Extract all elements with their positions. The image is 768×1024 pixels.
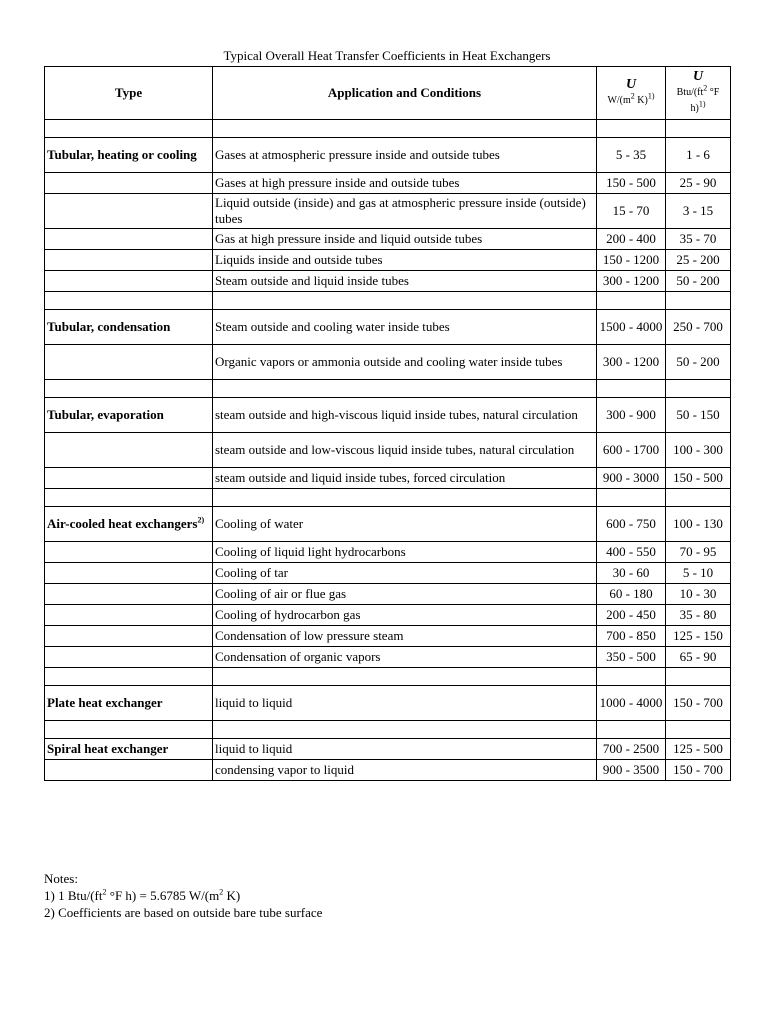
table-body [45,120,731,781]
cell-u-imperial: 35 - 70 [666,229,731,250]
table-row [45,686,731,721]
spacer-cell [597,721,666,739]
cell-type [45,563,213,584]
cell-type-text: Plate heat exchanger [47,695,163,710]
cell-u-imperial: 50 - 200 [666,271,731,292]
cell-u-si: 350 - 500 [597,647,666,668]
note-1-part-a: 1) 1 Btu/(ft [44,888,103,903]
cell-type [45,173,213,194]
table-row [45,173,731,194]
cell-type [45,647,213,668]
cell-u-imperial: 150 - 500 [666,468,731,489]
cell-type-text: Tubular, evaporation [47,407,164,422]
cell-u-imperial: 5 - 10 [666,563,731,584]
cell-type-footnote: 2) [197,515,205,525]
cell-application: Cooling of water [213,507,597,542]
spacer-cell [597,380,666,398]
header-u-si-sup1: 2 [630,91,635,101]
spacer-cell [45,120,213,138]
spacer-cell [45,292,213,310]
cell-u-imperial: 125 - 150 [666,626,731,647]
cell-u-imperial: 150 - 700 [666,686,731,721]
cell-u-imperial: 70 - 95 [666,542,731,563]
note-1 [44,887,322,904]
header-u-imp-sup1: 2 [703,83,708,93]
cell-application: steam outside and low-viscous liquid inside tubes, natural circulation [213,433,597,468]
spacer-cell [666,292,731,310]
cell-u-si: 150 - 1200 [597,250,666,271]
cell-u-imperial: 50 - 200 [666,345,731,380]
cell-application: Liquids inside and outside tubes [213,250,597,271]
table-row [45,605,731,626]
cell-u-imperial: 125 - 500 [666,739,731,760]
header-u-si [597,67,666,120]
spacer-cell [597,292,666,310]
cell-application: Cooling of tar [213,563,597,584]
spacer-cell [213,120,597,138]
header-type: Type [45,67,213,120]
cell-u-si: 400 - 550 [597,542,666,563]
table-row [45,250,731,271]
note-1-sup2: 2 [219,887,224,897]
cell-type [45,433,213,468]
spacer-cell [666,380,731,398]
header-u-imp-unit-a: Btu/(ft [676,87,704,98]
cell-u-si: 900 - 3500 [597,760,666,781]
header-u-imp-sup2: 1) [698,99,706,109]
spacer-cell [45,380,213,398]
table-row [45,468,731,489]
spacer-cell [666,721,731,739]
table-row [45,739,731,760]
spacer-cell [213,668,597,686]
spacer-cell [213,721,597,739]
cell-application: liquid to liquid [213,686,597,721]
cell-type [45,686,213,721]
table-row [45,647,731,668]
cell-type [45,605,213,626]
cell-u-si: 60 - 180 [597,584,666,605]
cell-u-imperial: 150 - 700 [666,760,731,781]
cell-u-si: 600 - 1700 [597,433,666,468]
cell-type [45,626,213,647]
cell-type [45,542,213,563]
spacer-cell [45,489,213,507]
cell-application: Cooling of hydrocarbon gas [213,605,597,626]
notes-section [44,870,322,921]
cell-application: steam outside and high-viscous liquid inside tubes, natural circulation [213,398,597,433]
cell-type [45,250,213,271]
note-1-part-b: °F h) = 5.6785 W/(m [106,888,220,903]
cell-application: Steam outside and cooling water inside tubes [213,310,597,345]
cell-u-imperial: 100 - 130 [666,507,731,542]
cell-type [45,468,213,489]
spacer-cell [45,668,213,686]
cell-type [45,760,213,781]
cell-u-si: 15 - 70 [597,194,666,229]
table-row [45,310,731,345]
spacer-cell [666,668,731,686]
spacer-cell [213,489,597,507]
cell-u-si: 600 - 750 [597,507,666,542]
cell-application: Organic vapors or ammonia outside and cooling water inside tubes [213,345,597,380]
spacer-row [45,292,731,310]
table-row [45,398,731,433]
cell-u-si: 300 - 900 [597,398,666,433]
table-row [45,584,731,605]
note-1-sup1: 2 [102,887,107,897]
cell-application: liquid to liquid [213,739,597,760]
cell-type [45,584,213,605]
table-row [45,345,731,380]
cell-u-si: 900 - 3000 [597,468,666,489]
table-row [45,138,731,173]
table-header-row [45,67,731,120]
cell-application: Gases at high pressure inside and outside tubes [213,173,597,194]
spacer-cell [213,292,597,310]
cell-application: steam outside and liquid inside tubes, forced circulation [213,468,597,489]
spacer-row [45,721,731,739]
header-u-si-letter: U [625,77,637,92]
cell-application: Condensation of low pressure steam [213,626,597,647]
document-title: Typical Overall Heat Transfer Coefficients in Heat Exchangers [223,48,551,63]
cell-type [45,507,213,542]
note-2: 2) Coefficients are based on outside bare tube surface [44,905,323,920]
notes-heading: Notes: [44,871,78,886]
spacer-cell [597,489,666,507]
header-application: Application and Conditions [213,67,597,120]
cell-type [45,229,213,250]
cell-type [45,138,213,173]
header-u-si-mid: K) [634,95,648,106]
cell-u-si: 1000 - 4000 [597,686,666,721]
table-row [45,563,731,584]
cell-application: condensing vapor to liquid [213,760,597,781]
cell-u-si: 200 - 450 [597,605,666,626]
cell-u-imperial: 3 - 15 [666,194,731,229]
cell-type [45,345,213,380]
cell-application: Steam outside and liquid inside tubes [213,271,597,292]
table-row [45,507,731,542]
cell-u-imperial: 1 - 6 [666,138,731,173]
table-row [45,542,731,563]
cell-u-si: 30 - 60 [597,563,666,584]
cell-application: Cooling of liquid light hydrocarbons [213,542,597,563]
cell-u-imperial: 35 - 80 [666,605,731,626]
cell-type [45,271,213,292]
table-row [45,626,731,647]
spacer-row [45,489,731,507]
cell-u-imperial: 10 - 30 [666,584,731,605]
cell-u-imperial: 25 - 200 [666,250,731,271]
spacer-cell [666,120,731,138]
header-u-si-sup2: 1) [647,91,655,101]
cell-u-imperial: 25 - 90 [666,173,731,194]
cell-u-si: 1500 - 4000 [597,310,666,345]
cell-application: Gas at high pressure inside and liquid outside tubes [213,229,597,250]
cell-application: Gases at atmospheric pressure inside and outside tubes [213,138,597,173]
cell-type-text: Air-cooled heat exchangers [47,516,198,531]
cell-u-si: 700 - 850 [597,626,666,647]
cell-u-imperial: 50 - 150 [666,398,731,433]
cell-u-imperial: 250 - 700 [666,310,731,345]
table-row [45,760,731,781]
table-row [45,271,731,292]
cell-u-imperial: 100 - 300 [666,433,731,468]
cell-type [45,398,213,433]
cell-type [45,739,213,760]
cell-type-text: Spiral heat exchanger [47,741,169,756]
spacer-cell [666,489,731,507]
spacer-row [45,380,731,398]
table-row [45,433,731,468]
cell-type-text: Tubular, heating or cooling [47,147,197,162]
table-row [45,194,731,229]
spacer-cell [45,721,213,739]
heat-transfer-table [44,66,731,781]
header-u-imperial [666,67,731,120]
cell-type-text: Tubular, condensation [47,319,171,334]
cell-application: Liquid outside (inside) and gas at atmospheric pressure inside (outside) tubes [213,194,597,229]
spacer-cell [213,380,597,398]
table-row [45,229,731,250]
note-1-part-c: K) [223,888,241,903]
header-u-imp-letter: U [692,69,704,84]
cell-type [45,310,213,345]
cell-type [45,194,213,229]
header-u-imp-unit-b: °F h) [690,87,720,114]
cell-u-imperial: 65 - 90 [666,647,731,668]
spacer-row [45,120,731,138]
cell-u-si: 300 - 1200 [597,271,666,292]
spacer-cell [597,120,666,138]
cell-u-si: 200 - 400 [597,229,666,250]
cell-u-si: 700 - 2500 [597,739,666,760]
header-u-si-unit: W/(m [607,95,631,106]
spacer-cell [597,668,666,686]
cell-u-si: 300 - 1200 [597,345,666,380]
cell-application: Condensation of organic vapors [213,647,597,668]
cell-application: Cooling of air or flue gas [213,584,597,605]
cell-u-si: 150 - 500 [597,173,666,194]
spacer-row [45,668,731,686]
cell-u-si: 5 - 35 [597,138,666,173]
